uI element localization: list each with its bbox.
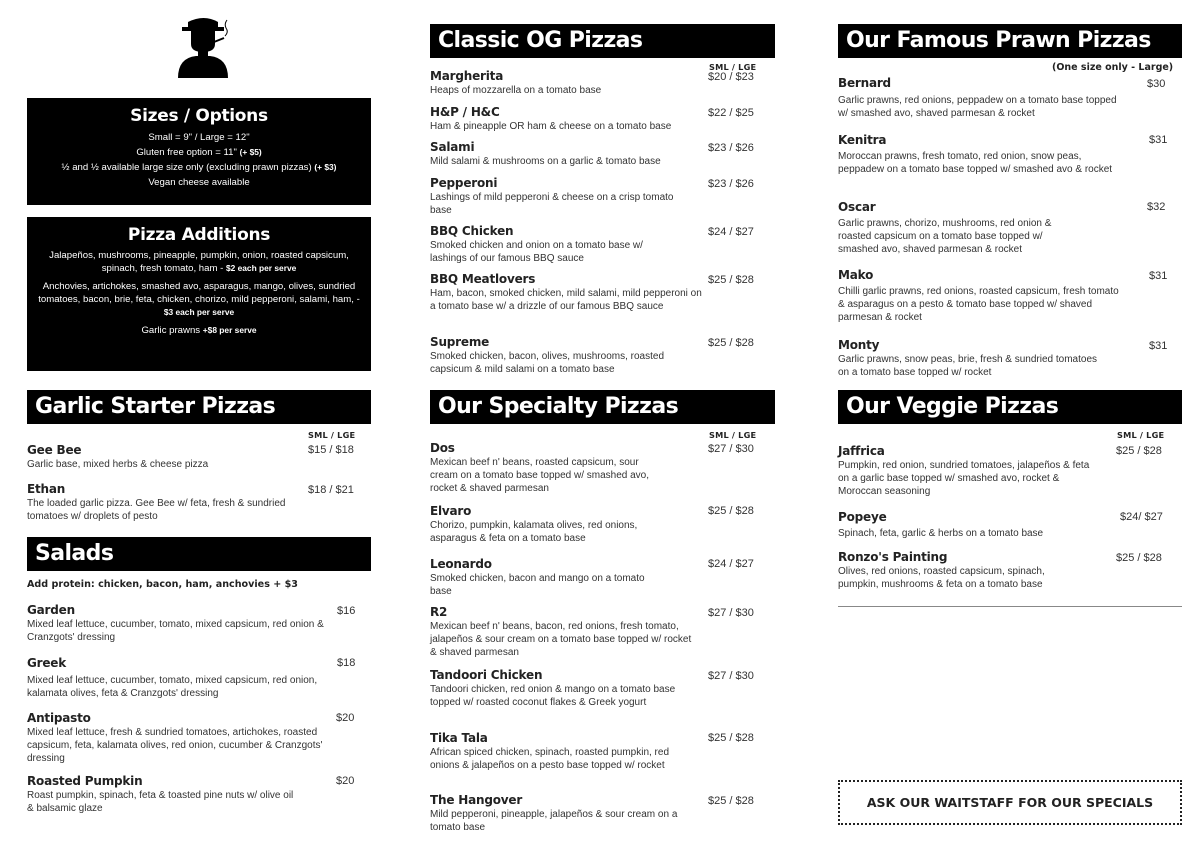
item-name: Antipasto — [27, 711, 91, 725]
item-description: Moroccan prawns, fresh tomato, red onion, snow peas, peppadew on a tomato base topped w/ smashed avo & rocket — [838, 151, 1113, 175]
item-description: Garlic prawns, chorizo, mushrooms, red onion & roasted capsicum on a tomato base topped w/ smashed avo, shaved parmesan & rocket — [838, 218, 1052, 255]
item-name: Monty — [838, 338, 880, 352]
item-name: BBQ Meatlovers — [430, 272, 536, 286]
item-name: Supreme — [430, 335, 490, 349]
menu-item — [430, 105, 720, 133]
item-price: $25 / $28 — [708, 505, 754, 517]
specialty-heading: Our Specialty Pizzas — [430, 390, 775, 424]
item-description: Mild pepperoni, pineapple, jalapeños & sour cream on a tomato base — [430, 809, 678, 833]
sizes-line: Gluten free option = 11" (+ $5) — [136, 147, 262, 158]
salads-heading: Salads — [27, 537, 371, 571]
menu-item — [430, 731, 695, 772]
menu-item — [838, 444, 1098, 498]
item-price: $25 / $28 — [1116, 445, 1162, 457]
item-name: Tika Tala — [430, 731, 488, 745]
menu-item — [430, 504, 680, 545]
menu-item — [430, 668, 695, 709]
item-name: Tandoori Chicken — [430, 668, 543, 682]
menu-item — [838, 200, 1083, 256]
item-description: Mild salami & mushrooms on a garlic & tomato base — [430, 156, 661, 167]
item-description: Garlic prawns, snow peas, brie, fresh & sundried tomatoes on a tomato base topped w/ rocket — [838, 354, 1098, 378]
item-name: Salami — [430, 140, 475, 154]
smoking-man-logo-icon — [174, 16, 234, 78]
sizes-title: Sizes / Options — [130, 106, 268, 126]
divider — [838, 606, 1182, 607]
veggie-heading: Our Veggie Pizzas — [838, 390, 1182, 424]
item-description: Mixed leaf lettuce, fresh & sundried tomatoes, artichokes, roasted capsicum, feta, kalamata olives, red onion, cucumber & Cranzgots' dressing — [27, 727, 323, 764]
item-price: $20 — [336, 775, 355, 787]
item-description: Chorizo, pumpkin, kalamata olives, red onions, asparagus & feta on a tomato base — [430, 520, 638, 544]
menu-item — [430, 272, 705, 313]
item-price: $24/ $27 — [1120, 511, 1163, 523]
menu-item — [430, 140, 710, 168]
item-price: $24 / $27 — [708, 558, 754, 570]
classic-og-heading: Classic OG Pizzas — [430, 24, 775, 58]
item-description: Olives, red onions, roasted capsicum, spinach, pumpkin, mushrooms & feta on a tomato base — [838, 566, 1045, 590]
additions-group: Garlic prawns +$8 per serve — [141, 325, 257, 336]
item-price: $25 / $28 — [708, 795, 754, 807]
item-description: Heaps of mozzarella on a tomato base — [430, 85, 602, 96]
item-description: Mexican beef n' beans, bacon, red onions, fresh tomato, jalapeños & sour cream on a tomato base topped w/ rocket & shaved parmesan — [430, 621, 692, 658]
item-name: Roasted Pumpkin — [27, 774, 143, 788]
menu-item — [838, 338, 1098, 379]
item-price: $31 — [1149, 340, 1168, 352]
item-price: $27 / $30 — [708, 443, 754, 455]
menu-item — [430, 69, 710, 97]
item-price: $20 / $23 — [708, 71, 754, 83]
menu-item — [27, 774, 297, 815]
item-name: H&P / H&C — [430, 105, 500, 119]
item-description: Pumpkin, red onion, sundried tomatoes, jalapeños & feta on a garlic base topped w/ smashed avo, rocket & Moroccan seasoning — [838, 460, 1090, 497]
item-name: Greek — [27, 656, 67, 670]
menu-item — [838, 133, 1128, 176]
menu-item — [430, 557, 660, 598]
item-name: The Hangover — [430, 793, 523, 807]
sizes-line: ½ and ½ available large size only (excluding prawn pizzas) (+ $3) — [61, 162, 337, 173]
item-price: $31 — [1149, 270, 1168, 282]
item-price: $22 / $25 — [708, 107, 754, 119]
sizes-line: Small = 9" / Large = 12" — [148, 132, 250, 143]
salads-protein-note: Add protein: chicken, bacon, ham, anchovies + $3 — [27, 579, 298, 590]
item-description: Smoked chicken, bacon, olives, mushrooms, roasted capsicum & mild salami on a tomato base — [430, 351, 664, 375]
item-description: Smoked chicken, bacon and mango on a tomato base — [430, 573, 645, 597]
item-description: Tandoori chicken, red onion & mango on a tomato base topped w/ roasted coconut flakes & Greek yogurt — [430, 684, 676, 708]
item-description: Ham, bacon, smoked chicken, mild salami, mild pepperoni on a tomato base w/ a drizzle of our famous BBQ sauce — [430, 288, 702, 312]
size-column-header: SML / LGE — [308, 430, 356, 440]
item-price: $25 / $28 — [708, 732, 754, 744]
additions-group: Jalapeños, mushrooms, pineapple, pumpkin, onion, roasted capsicum, spinach, fresh tomato, ham - $2 each per serve — [49, 250, 349, 274]
item-price: $30 — [1147, 78, 1166, 90]
item-description: African spiced chicken, spinach, roasted pumpkin, red onions & jalapeños on a pesto base topped w/ rocket — [430, 747, 670, 771]
item-price: $15 / $18 — [308, 444, 354, 456]
item-name: Jaffrica — [838, 444, 885, 458]
item-price: $23 / $26 — [708, 142, 754, 154]
item-price: $25 / $28 — [708, 337, 754, 349]
menu-item — [430, 605, 695, 659]
item-name: R2 — [430, 605, 448, 619]
item-price: $16 — [337, 605, 356, 617]
item-description: Mixed leaf lettuce, cucumber, tomato, mixed capsicum, red onion, kalamata olives, feta & Cranzgots' dressing — [27, 675, 318, 699]
item-description: Garlic prawns, red onions, peppadew on a tomato base topped w/ smashed avo, shaved parmesan & rocket — [838, 95, 1117, 119]
item-name: BBQ Chicken — [430, 224, 514, 238]
item-name: Mako — [838, 268, 874, 282]
menu-item — [430, 441, 660, 495]
item-price: $18 / $21 — [308, 484, 354, 496]
menu-item — [838, 76, 1128, 120]
size-column-header: SML / LGE — [709, 62, 757, 72]
item-name: Margherita — [430, 69, 504, 83]
prawn-heading: Our Famous Prawn Pizzas — [838, 24, 1182, 58]
item-description: Smoked chicken and onion on a tomato base w/ lashings of our famous BBQ sauce — [430, 240, 643, 264]
item-name: Bernard — [838, 76, 891, 90]
item-price: $27 / $30 — [708, 607, 754, 619]
item-name: Oscar — [838, 200, 876, 214]
menu-item — [27, 711, 327, 765]
menu-item — [430, 224, 680, 265]
item-description: Chilli garlic prawns, red onions, roasted capsicum, fresh tomato & asparagus on a pesto & tomato base topped w/ shaved parmesan & rocket — [838, 286, 1119, 323]
item-description: Mexican beef n' beans, roasted capsicum, sour cream on a tomato base topped w/ smashed avo, rocket & shaved parmesan — [430, 457, 650, 494]
menu-item — [27, 656, 327, 700]
item-description: Ham & pineapple OR ham & cheese on a tomato base — [430, 121, 672, 132]
item-price: $24 / $27 — [708, 226, 754, 238]
item-description: Lashings of mild pepperoni & cheese on a crisp tomato base — [430, 192, 674, 216]
menu-item — [27, 443, 287, 471]
item-description: The loaded garlic pizza. Gee Bee w/ feta, fresh & sundried tomatoes w/ droplets of pesto — [27, 498, 286, 522]
item-name: Pepperoni — [430, 176, 498, 190]
item-price: $31 — [1149, 134, 1168, 146]
menu-item — [838, 550, 1088, 591]
item-price: $23 / $26 — [708, 178, 754, 190]
menu-item — [430, 335, 700, 376]
sizes-line: Vegan cheese available — [148, 177, 250, 188]
item-description: Garlic base, mixed herbs & cheese pizza — [27, 459, 209, 470]
item-price: $27 / $30 — [708, 670, 754, 682]
item-description: Mixed leaf lettuce, cucumber, tomato, mixed capsicum, red onion & Cranzgots' dressing — [27, 619, 324, 643]
item-name: Elvaro — [430, 504, 472, 518]
menu-item — [838, 510, 1098, 540]
item-name: Popeye — [838, 510, 887, 524]
additions-title: Pizza Additions — [127, 225, 271, 245]
item-price: $18 — [337, 657, 356, 669]
item-name: Garden — [27, 603, 75, 617]
item-price: $25 / $28 — [708, 274, 754, 286]
size-column-header: SML / LGE — [1117, 430, 1165, 440]
menu-item — [27, 603, 327, 644]
menu-item — [430, 176, 680, 217]
item-name: Dos — [430, 441, 455, 455]
sizes-options-box — [27, 98, 371, 205]
specials-banner: ASK OUR WAITSTAFF FOR OUR SPECIALS — [838, 780, 1182, 825]
menu-item — [838, 268, 1128, 324]
item-name: Gee Bee — [27, 443, 82, 457]
item-description: Spinach, feta, garlic & herbs on a tomato base — [838, 528, 1044, 539]
item-price: $32 — [1147, 201, 1166, 213]
additions-group: Anchovies, artichokes, smashed avo, asparagus, mango, olives, sundried tomatoes, bacon, brie, feta, chicken, chorizo, mild pepperoni, salami, ham, - $3 each per serve — [38, 281, 360, 317]
size-column-header: SML / LGE — [709, 430, 757, 440]
menu-item — [27, 482, 287, 523]
item-name: Leonardo — [430, 557, 492, 571]
item-price: $20 — [336, 712, 355, 724]
item-description: Roast pumpkin, spinach, feta & toasted pine nuts w/ olive oil & balsamic glaze — [27, 790, 294, 814]
menu-item — [430, 793, 700, 834]
item-name: Ronzo's Painting — [838, 550, 948, 564]
garlic-starter-heading: Garlic Starter Pizzas — [27, 390, 371, 424]
item-name: Kenitra — [838, 133, 887, 147]
item-name: Ethan — [27, 482, 66, 496]
pizza-additions-box — [27, 217, 371, 371]
prawn-size-note: (One size only - Large) — [1052, 62, 1174, 73]
item-price: $25 / $28 — [1116, 552, 1162, 564]
